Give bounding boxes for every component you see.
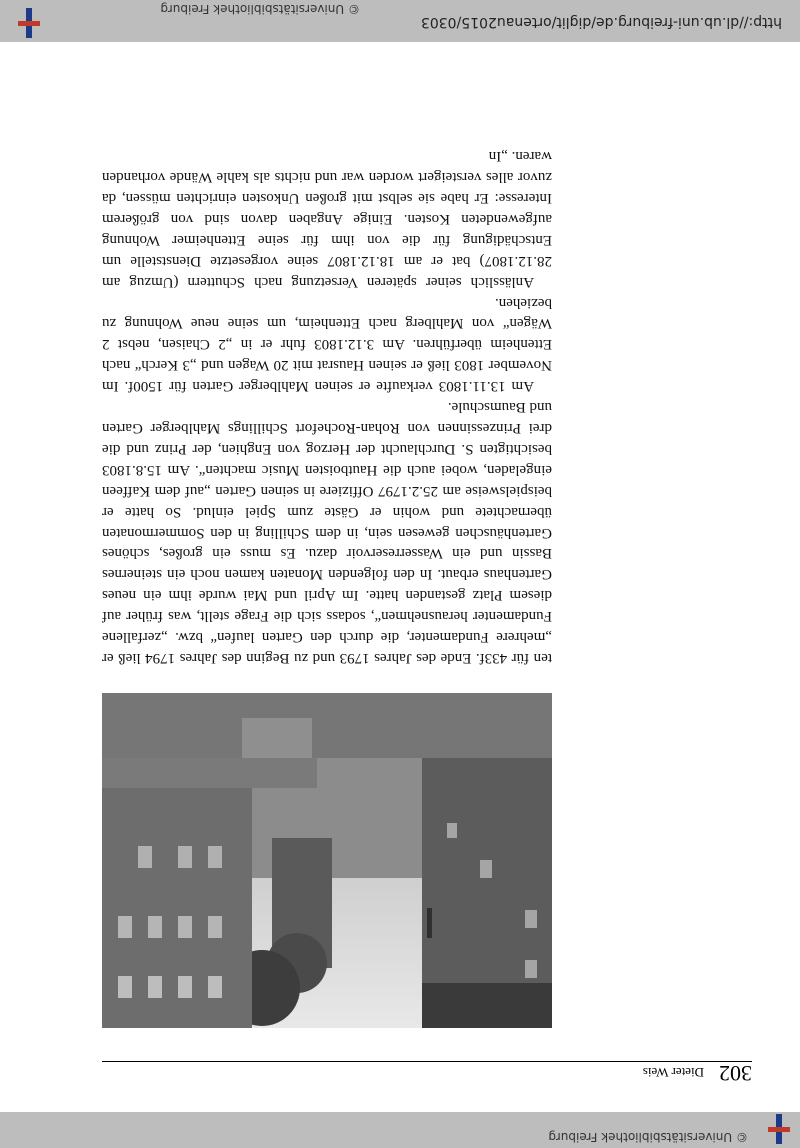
page-number: 302 [719,1061,752,1086]
author-name: Dieter Weis [642,1065,704,1080]
library-credit-top: © Universitätsbibliothek Freiburg [548,1130,748,1144]
body-text [102,145,552,668]
paragraph-1: ten für 433f. Ende des Jahres 1793 und zu Beginn des Jahres 1794 ließ er „mehrere Fundamenter, die durch den Garten laufen“ bzw. „zerfallene Fundamenter herausnehmen“, sodass sich die Frage stellt, was früher auf diesem Platz gestanden hatte. Im April und Mai wurde ihm ein neues Gartenhaus erbaut. In den folgenden Monaten kamen noch ein steinernes Bassin und ein Wasserreservoir dazu. Es muss ein großes, schönes Gartenhäuschen gewesen sein, in dem Schilling in den Sommermonaten übernachtete und wohin er Gäste zum Spiel einlud. So hatte er beispielsweise am 25.2.1797 Offiziere in seinen Garten „auf dem Kaffeen eingeladen, wobei auch die Hautboisten Music machten“. Am 15.8.1803 besichtigten S. Durchlaucht der Herzog von Enghien, der Prinz und die drei Prinzessinnen von Rohan-Rochefort Schillings Mahlberger Garten und Baumschule. [102,399,552,666]
street-photo [102,693,552,1028]
top-watermark-bar [0,1112,800,1148]
paragraph-2: Am 13.11.1803 verkaufte er seinen Mahlberger Garten für 1500f. Im November 1803 ließ er seinen Hausrat mit 20 Wagen und „3 Kerch“ nach Ettenheim überführen. Am 3.12.1803 fuhr er in „2 Chaisen, nebst 2 Wägen“ von Mahlberg nach Ettenheim, um seine neue Wohnung zu beziehen. [102,294,552,395]
paragraph-3: Anlässlich seiner späteren Versetzung nach Schuttern (Umzug am 28.12.1807) bat er am 18.12.1807 seine vorgesetzte Dienststelle um Entschädigung für die von ihm für seine Ettenheimer Wohnung aufgewendeten Kosten. Einige Angaben davon sind von größerem Interesse: Er habe sie selbst mit großen Unkosten einrichten müssen, da zuvor alles versteigert worden war und nichts als kahle Wände vorhanden waren. „In [102,148,552,290]
library-credit-bottom: © Universitätsbibliothek Freiburg [160,2,360,16]
source-url: http://dl.ub.uni-freiburg.de/diglit/ortenau2015/0303 [420,14,782,30]
running-head [102,1061,752,1086]
street-photo-image [102,693,552,1028]
bottom-watermark-bar [0,0,800,42]
